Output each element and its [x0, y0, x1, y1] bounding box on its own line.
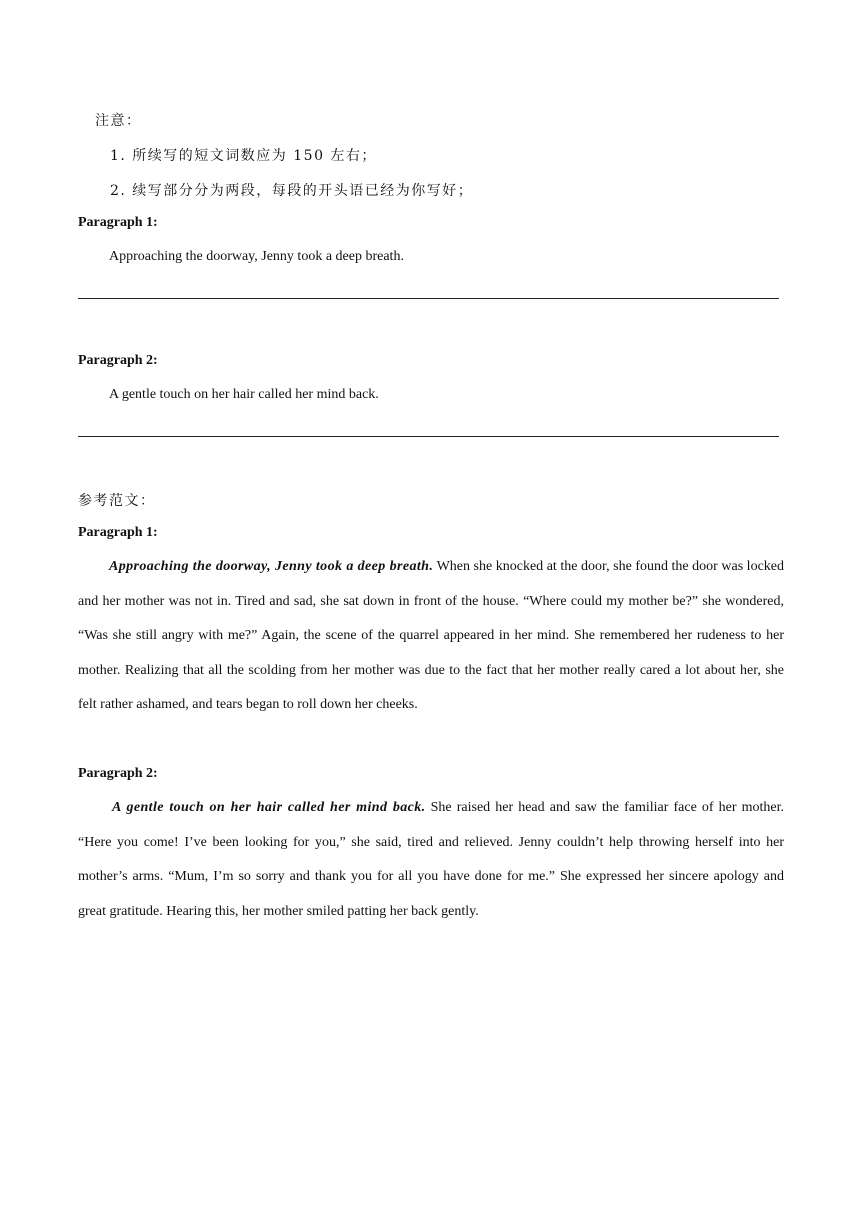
answer-line-2	[78, 436, 779, 437]
sample-paragraph-2-body: She raised her head and saw the familiar face of her mother. “Here you come! I’ve been looking for you,” she said, tired and relieved. Jenny couldn’t help throwing herself into her mother’s arms. “Mum, I’m so sorry and thank you for all you have done for me.” She expressed her sincere apology and great gratitude. Hearing this, her mother smiled patting her back gently.	[78, 800, 784, 919]
notes-title: 注意：	[95, 113, 142, 129]
sample-title: 参考范文：	[78, 493, 156, 509]
note-item-1: 1. 所续写的短文词数应为 150 左右；	[110, 148, 377, 164]
answer-line-1	[78, 298, 779, 299]
sample-paragraph-2	[78, 791, 784, 929]
sample-paragraph-2-heading: Paragraph 2:	[78, 766, 158, 781]
sample-paragraph-1-body: When she knocked at the door, she found the door was locked and her mother was not in. Tired and sad, she sat down in front of the house. “Where could my mother be?” she wondered, “Was she still angry with me?” Again, the scene of the quarrel appeared in her mind. She remembered her rudeness to her mother. Realizing that all the scolding from her mother was due to the fact that her mother really cared a lot about her, she felt rather ashamed, and tears began to roll down her cheeks.	[78, 559, 784, 712]
note-item-2: 2. 续写部分分为两段，每段的开头语已经为你写好；	[110, 183, 474, 199]
task-paragraph-1-starter: Approaching the doorway, Jenny took a deep breath.	[109, 249, 404, 264]
sample-paragraph-1	[78, 550, 784, 723]
task-paragraph-2-heading: Paragraph 2:	[78, 353, 158, 368]
task-paragraph-2-starter: A gentle touch on her hair called her mind back.	[109, 387, 379, 402]
sample-paragraph-2-lead: A gentle touch on her hair called her mind back.	[112, 800, 426, 815]
task-paragraph-1-heading: Paragraph 1:	[78, 215, 158, 230]
sample-paragraph-1-heading: Paragraph 1:	[78, 525, 158, 540]
sample-paragraph-1-lead: Approaching the doorway, Jenny took a deep breath.	[109, 559, 434, 574]
